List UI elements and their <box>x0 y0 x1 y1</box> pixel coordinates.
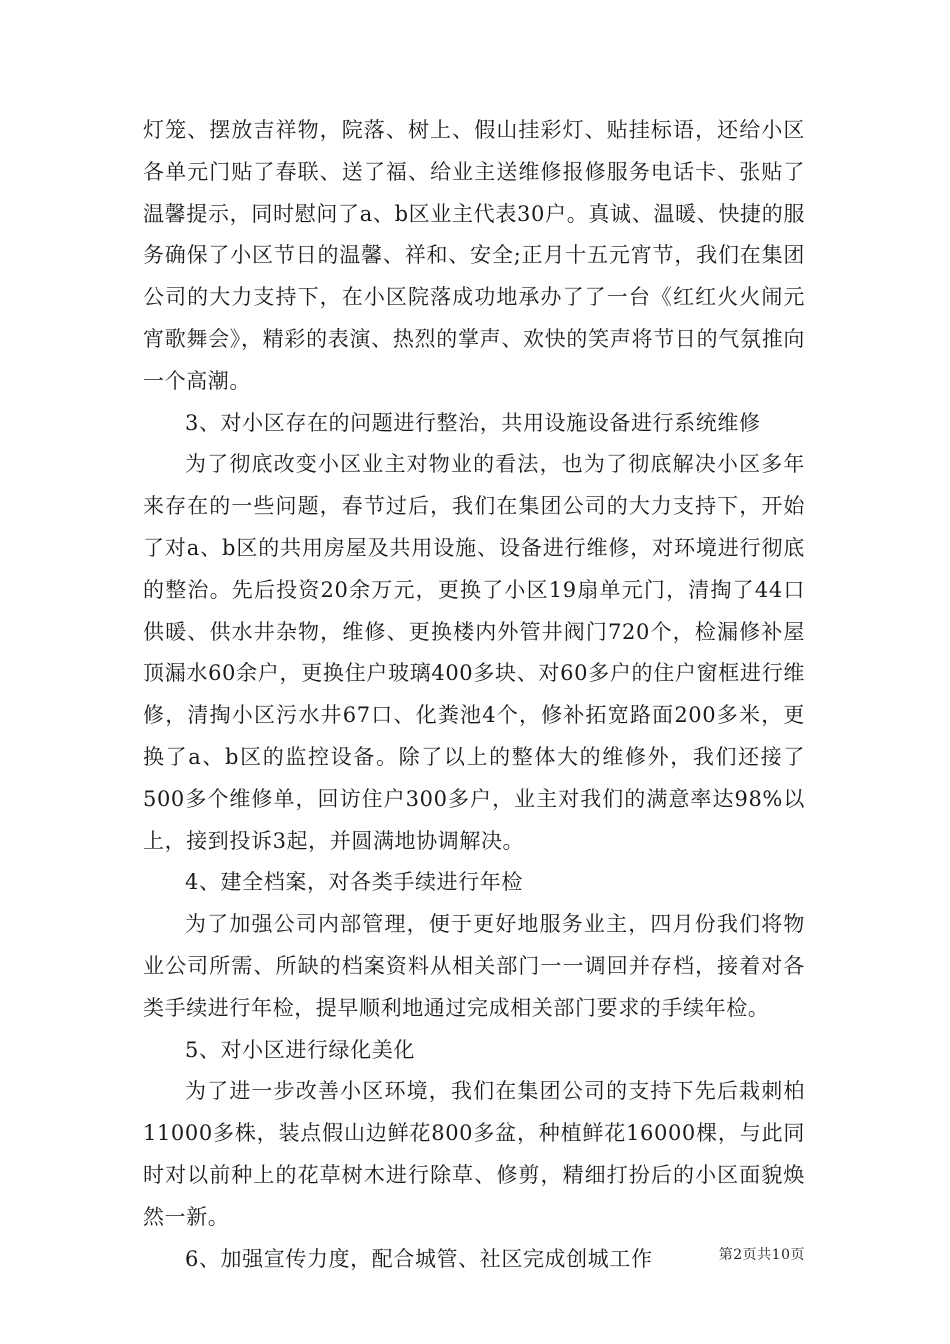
paragraph-festival-activities: 灯笼、摆放吉祥物，院落、树上、假山挂彩灯、贴挂标语，还给小区各单元门贴了春联、送了福、给业主送维修报修服务电话卡、张贴了温馨提示，同时慰问了a、b区业主代表30户。真诚、温暖、快捷的服务确保了小区节日的温馨、祥和、安全;正月十五元宵节，我们在集团公司的大力支持下，在小区院落成功地承办了了一台《红红火火闹元宵歌舞会》，精彩的表演、热烈的掌声、欢快的笑声将节日的气氛推向一个高潮。 <box>143 118 805 393</box>
section-heading-3: 3、对小区存在的问题进行整治，共用设施设备进行系统维修 <box>185 410 761 435</box>
paragraph-greening: 为了进一步改善小区环境，我们在集团公司的支持下先后栽刺柏11000多株，装点假山边鲜花800多盆，种植鲜花16000棵，与此同时对以前种上的花草树木进行除草、修剪，精细打扮后的小区面貌焕然一新。 <box>143 1079 805 1229</box>
paragraph-archives: 为了加强公司内部管理，便于更好地服务业主，四月份我们将物业公司所需、所缺的档案资料从相关部门一一调回并存档，接着对各类手续进行年检，提早顺利地通过完成相关部门要求的手续年检。 <box>143 912 805 1020</box>
section-heading-5: 5、对小区进行绿化美化 <box>185 1037 415 1062</box>
document-body <box>143 110 805 1280</box>
page-number-footer: 第2页共10页 <box>718 1247 805 1263</box>
section-heading-6: 6、加强宣传力度，配合城管、社区完成创城工作 <box>185 1246 653 1271</box>
section-heading-4: 4、建全档案，对各类手续进行年检 <box>185 870 523 895</box>
paragraph-maintenance: 为了彻底改变小区业主对物业的看法，也为了彻底解决小区多年来存在的一些问题，春节过后，我们在集团公司的大力支持下，开始了对a、b区的共用房屋及共用设施、设备进行维修，对环境进行彻底的整治。先后投资20余万元，更换了小区19扇单元门，清掏了44口供暖、供水井杂物，维修、更换楼内外管井阀门720个，检漏修补屋顶漏水60余户，更换住户玻璃400多块、对60多户的住户窗框进行维修，清掏小区污水井67口、化粪池4个，修补拓宽路面200多米，更换了a、b区的监控设备。除了以上的整体大的维修外，我们还接了500多个维修单，回访住户300多户，业主对我们的满意率达98%以上，接到投诉3起，并圆满地协调解决。 <box>143 452 805 853</box>
